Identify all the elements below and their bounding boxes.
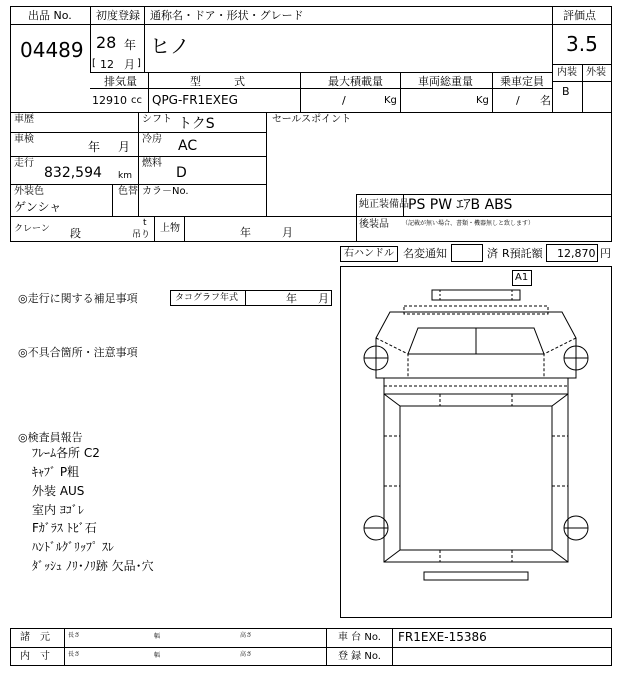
tacho-label: タコグラフ年式	[175, 293, 239, 303]
type-label: 型 式	[190, 75, 245, 88]
inspection-year-unit: 年	[88, 140, 101, 154]
divider	[90, 24, 552, 25]
divider	[356, 194, 357, 242]
inspector-line: 外装 AUS	[32, 484, 85, 498]
crane-stage-unit: 段	[70, 227, 81, 240]
crane-t-unit: t	[143, 218, 147, 228]
specs-label: 諸 元	[20, 632, 50, 643]
fuel-value: D	[176, 165, 187, 181]
length-label: 長さ	[68, 651, 81, 658]
inspector-line: ｷｬﾌﾞ P粗	[32, 465, 80, 479]
ac-label: 冷房	[142, 134, 162, 145]
divider	[266, 112, 267, 216]
inspector-line: ﾀﾞｯｼｭ ﾉﾘ･ﾉﾘ跡 欠品･穴	[32, 559, 154, 573]
cab-month-unit: 月	[282, 226, 293, 239]
driving-notes-label: ◎走行に関する補足事項	[18, 292, 138, 305]
divider	[154, 216, 155, 242]
displacement-unit: cc	[131, 95, 142, 106]
recycle-label: R預託額	[502, 247, 543, 260]
divider	[10, 216, 612, 217]
divider	[90, 88, 552, 89]
divider	[144, 6, 145, 24]
max-load-label: 最大積載量	[328, 75, 383, 88]
aftermarket-note: （記載が無い場合、書類・機器無しと致します）	[402, 220, 535, 227]
aftermarket-label: 後装品	[359, 219, 389, 230]
inspection-month-unit: 月	[118, 140, 131, 154]
reg-month-close: ]	[137, 58, 141, 69]
color-value: ゲンシャ	[14, 200, 62, 214]
chassis-value: FR1EXE-15386	[398, 630, 487, 644]
type-value: QPG-FR1EXEG	[152, 93, 238, 107]
divider	[300, 72, 301, 113]
exterior-label: 外装	[586, 67, 606, 78]
max-load-sep: /	[342, 94, 346, 107]
reg-no-label: 登 録 No.	[338, 651, 381, 662]
interior-label: 内装	[557, 67, 577, 78]
inspection-label: 車検	[14, 134, 34, 145]
first-reg-label: 初度登録	[96, 9, 140, 22]
selling-points-label: セールスポイント	[272, 114, 352, 125]
defects-label: ◎不具合箇所・注意事項	[18, 346, 138, 359]
length-label: 長さ	[68, 632, 81, 639]
shift-label: シフト	[142, 114, 172, 125]
divider	[392, 628, 393, 666]
lot-label: 出品 No.	[28, 9, 72, 22]
cab-year-unit: 年	[240, 226, 251, 239]
inspector-line: Fｶﾞﾗｽ ﾄﾋﾞ石	[32, 521, 97, 535]
fuel-label: 燃料	[142, 158, 162, 169]
divider	[356, 194, 612, 195]
color-label: 外装色	[14, 186, 44, 197]
height-label: 高さ	[240, 632, 253, 639]
car-name: ヒノ	[150, 34, 190, 58]
width-label: 幅	[154, 633, 161, 640]
capacity-sep: /	[516, 94, 520, 107]
tacho-month-unit: 月	[318, 292, 329, 305]
gross-weight-unit: Kg	[476, 95, 489, 106]
inspector-label: ◎検査員報告	[18, 431, 83, 444]
gross-weight-label: 車両総重量	[418, 75, 473, 88]
chassis-label: 車 台 No.	[338, 632, 381, 643]
shift-value: トクS	[178, 116, 215, 132]
tacho-year-unit: 年	[286, 292, 297, 305]
truck-diagram	[340, 266, 612, 618]
divider	[400, 72, 401, 113]
inner-label: 内 寸	[20, 651, 50, 662]
rhd-label: 右ハンドル	[344, 248, 394, 259]
cab-label: 上物	[160, 223, 180, 234]
divider	[112, 184, 113, 216]
interior-grade: B	[562, 85, 570, 98]
factory-options-label: 純正装備品	[359, 199, 409, 210]
name-change-box	[451, 244, 483, 262]
divider	[10, 184, 266, 185]
displacement-value: 12910	[92, 94, 127, 107]
factory-options-value: PS PW ｴｱB ABS	[408, 197, 513, 213]
height-label: 高さ	[240, 651, 253, 658]
crane-hang-unit: 吊り	[132, 230, 151, 240]
reg-year-unit: 年	[124, 38, 137, 52]
recycle-amount: 12,870	[557, 247, 596, 260]
model-label: 通称名・ドア・形状・グレード	[150, 9, 304, 22]
lot-number: 04489	[20, 38, 84, 62]
divider	[10, 24, 90, 25]
divider	[10, 132, 266, 133]
capacity-unit: 名	[540, 94, 551, 107]
divider	[10, 156, 266, 157]
divider	[326, 628, 327, 666]
mileage-unit: km	[118, 171, 132, 181]
inspector-line: ﾌﾚｰﾑ各所 C2	[32, 446, 100, 460]
color-code-label: カラ－No.	[142, 186, 189, 197]
divider	[582, 64, 583, 113]
divider	[552, 24, 612, 25]
crane-label: クレーン	[14, 224, 50, 234]
divider	[64, 628, 65, 666]
divider	[148, 72, 149, 113]
divider	[144, 24, 145, 72]
reg-month-unit: 月	[124, 58, 135, 71]
diagram-marker: A1	[515, 272, 529, 283]
divider	[245, 290, 246, 306]
reg-month-open: [	[92, 58, 96, 69]
capacity-label: 乗車定員	[500, 75, 544, 88]
displacement-label: 排気量	[104, 75, 137, 88]
divider	[90, 6, 91, 72]
mileage-value: 832,594	[44, 165, 102, 181]
history-label: 車歴	[14, 114, 34, 125]
width-label: 幅	[154, 652, 161, 659]
score-label: 評価点	[563, 9, 596, 22]
reg-month: 12	[100, 58, 114, 71]
max-load-unit: Kg	[384, 95, 397, 106]
inspector-line: ﾊﾝﾄﾞﾙｸﾞﾘｯﾌﾟ ｽﾚ	[32, 540, 114, 554]
recycle-unit: 円	[600, 247, 611, 260]
mileage-label: 走行	[14, 158, 34, 169]
reg-year: 28	[96, 33, 117, 52]
color-no-label: 色替	[118, 186, 138, 197]
divider	[10, 647, 612, 648]
ac-value: AC	[178, 138, 198, 154]
recycle-sep: 済	[487, 247, 498, 260]
name-change-label: 名変通知	[403, 247, 447, 260]
inspector-line: 室内 ﾖｺﾞﾚ	[32, 503, 84, 517]
divider	[492, 72, 493, 113]
divider	[552, 6, 553, 113]
score-value: 3.5	[566, 32, 598, 56]
divider	[138, 112, 139, 216]
divider	[184, 216, 185, 242]
divider	[90, 72, 552, 73]
